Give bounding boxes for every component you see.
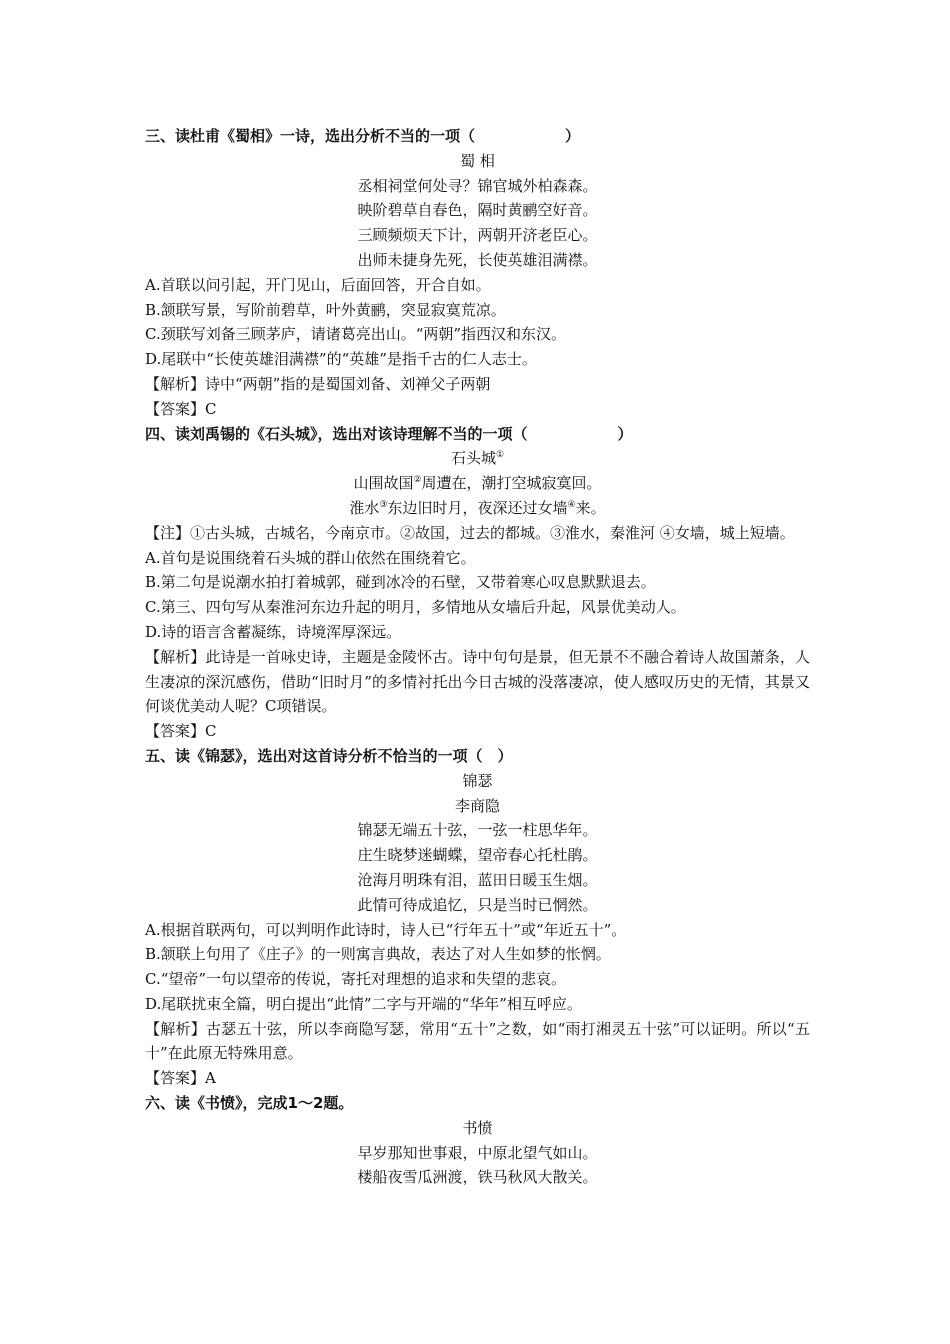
poem-line: 丞相祠堂何处寻？锦官城外柏森森。 [357,176,598,195]
poem-line: 早岁那知世事艰，中原北望气如山。 [357,1143,598,1162]
option-b: B.第二句是说潮水拍打着城郭，碰到冰冷的石壁，又带着寒心叹息默默退去。 [145,573,656,592]
question-4-heading: 四、读刘禹锡的《石头城》，选出对该诗理解不当的一项（ ） [145,424,633,443]
analysis: 【解析】此诗是一首咏史诗，主题是金陵怀古。诗中句句是景，但无景不不融合着诗人故国萧条，人生凄凉的深沉感伤，借助“旧时月”的多情衬托出今日古城的没落凄凉，使人感叹历史的无情，其景又何谈优美动人呢？C项错误。 [145,647,810,716]
footnote-marker: ① [495,450,505,461]
footnote: 【注】①古头城，古城名，今南京市。②故国，过去的都城。③淮水，秦淮河 ④女墙，城上短墙。 [145,523,795,542]
footnote-marker: ④ [567,499,576,510]
footnote-marker: ② [413,475,422,486]
option-c: C.第三、四句写从秦淮河东边升起的明月，多情地从女墙后升起，风景优美动人。 [145,598,686,617]
poem-line: 映阶碧草自春色，隔时黄鹂空好音。 [357,201,598,220]
option-c: C.“望帝”一句以望帝的传说，寄托对理想的追求和失望的悲哀。 [145,970,567,989]
poem-line-part: 东边旧时月，夜深还过女墙 [387,498,568,517]
poem-line-part: 淮水 [349,498,380,517]
poem-line-part: 周遭在，潮打空城寂寞回。 [421,474,602,493]
poem-title: 书愤 [462,1118,493,1137]
poem-line: 锦瑟无端五十弦，一弦一柱思华年。 [357,821,598,840]
poem-line: 沧海月明珠有泪，蓝田日暖玉生烟。 [357,870,598,889]
option-d: D.尾联中“长使英雄泪满襟”的“英雄”是指千古的仁人志士。 [145,350,537,369]
poem-title: 蜀 相 [460,151,495,170]
question-3-heading: 三、读杜甫《蜀相》一诗，选出分析不当的一项（ ） [145,127,581,145]
footnote-marker: ③ [379,499,388,510]
poem-title-text: 石头城 [450,449,496,468]
poem-line: 三顾频烦天下计，两朝开济老臣心。 [357,226,598,245]
analysis: 【解析】古瑟五十弦，所以李商隐写瑟，常用“五十”之数，如“雨打湘灵五十弦”可以证明。所以“五十”在此原无特殊用意。 [145,1019,810,1063]
option-d: D.尾联扰束全篇，明白提出“此情”二字与开端的“华年”相互呼应。 [145,994,582,1013]
option-c: C.颈联写刘备三顾茅庐，请诸葛亮出山。“两朝”指西汉和东汉。 [145,325,567,344]
analysis: 【解析】诗中“两朝”指的是蜀国刘备、刘禅父子两朝 [145,374,491,393]
option-a: A.首联以问引起，开门见山，后面回答，开合自如。 [145,275,491,294]
poem-title: 锦瑟 [462,771,493,790]
answer: 【答案】C [145,399,217,418]
question-5-heading: 五、读《锦瑟》，选出对这首诗分析不恰当的一项（ ） [145,746,513,765]
poem-line [145,471,810,496]
poem-line: 出师未捷身先死，长使英雄泪满襟。 [357,250,598,269]
option-b: B.颔联上句用了《庄子》的一则寓言典故，表达了对人生如梦的怅惘。 [145,945,611,964]
poem-author: 李商隐 [454,796,500,815]
poem-line-part: 来。 [575,498,606,517]
answer: 【答案】A [145,1069,216,1088]
option-a: A.根据首联两句，可以判明作此诗时，诗人已“行年五十”或“年近五十”。 [145,920,627,939]
poem-line: 庄生晓梦迷蝴蝶，望帝春心托杜鹃。 [357,846,598,865]
option-d: D.诗的语言含蓄凝练，诗境浑厚深远。 [145,622,402,641]
question-6-heading: 六、读《书愤》，完成1～2题。 [145,1094,354,1113]
poem-title [145,446,810,471]
answer: 【答案】C [145,722,217,741]
poem-line: 楼船夜雪瓜洲渡，铁马秋风大散关。 [357,1168,598,1187]
option-b: B.颔联写景，写阶前碧草，叶外黄鹂，突显寂寞荒凉。 [145,300,506,319]
poem-line [145,496,810,521]
option-a: A.首句是说围绕着石头城的群山依然在围绕着它。 [145,548,476,567]
poem-line: 此情可待成追忆，只是当时已惘然。 [357,895,598,914]
poem-line-part: 山围故国 [353,474,414,493]
document-page [145,124,810,1190]
